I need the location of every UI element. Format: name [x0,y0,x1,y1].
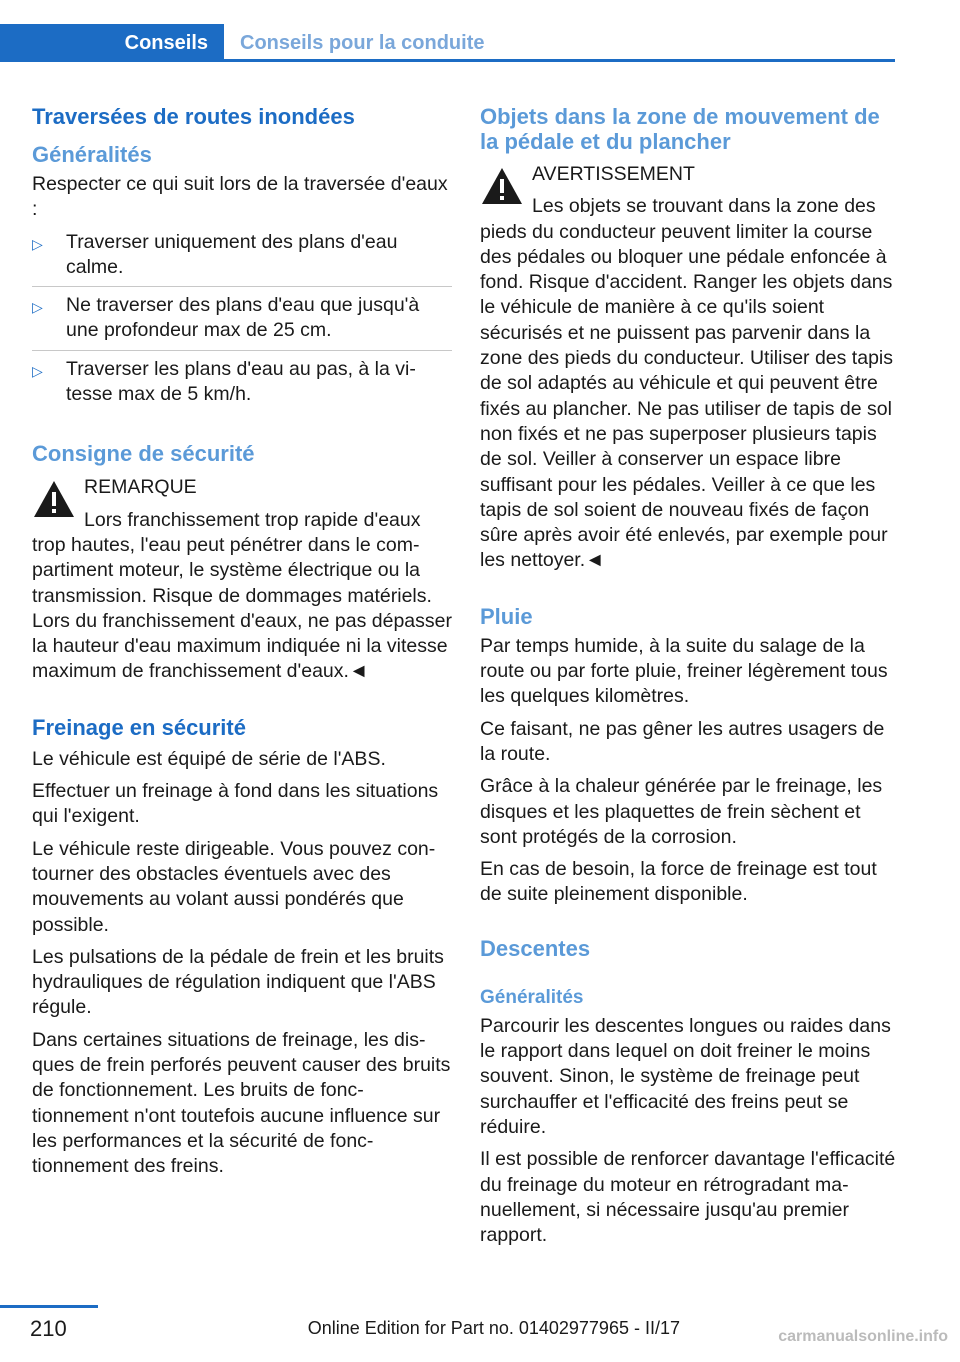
paragraph: Grâce à la chaleur générée par le freinage, les disques et les plaquettes de frein sèchent et sont protégés de la corrosion. [480,775,883,848]
warning-text: Lors franchissement trop rapide d'eaux trop hautes, l'eau peut pénétrer dans le compartiment moteur, le système électrique ou la transmission. Risque de dommages matériels. Lors du franchissement d'eaux, ne pas dépasser la hauteur d'eau maximum indiquée ni la vitesse maximum de franchissement d'eaux.◄ [32,508,452,683]
paragraph: En cas de besoin, la force de freinage est tout de suite pleinement disponible. [480,858,877,906]
bullet-list [32,230,452,414]
paragraph: Ce faisant, ne pas gêner les autres usagers de la route. [480,717,885,765]
triangle-right-icon: ▷ [32,299,43,316]
watermark: carmanualsonline.info [778,1328,948,1345]
header-tabs [0,24,895,62]
section-title-traversees: Traversées de routes inondées [32,104,355,129]
heading-pluie: Pluie [480,603,533,629]
warning-triangle-icon [32,479,76,519]
warning-remarque [32,475,452,684]
paragraph: Il est possible de renforcer davantage l'efficacité du freinage du moteur en rétrogradant manuellement, si nécessaire jusqu'au premier rapport. [480,1148,896,1247]
warning-triangle-icon [480,166,524,206]
paragraph: Les pulsations de la pédale de frein et les bruits hydrauliques de régulation indiquent que l'ABS régule. [32,945,444,1019]
list-item: ▷ Traverser les plans d'eau au pas, à la vitesse max de 5 km/h. [32,357,416,406]
heading-consigne-securite: Consigne de sécurité [32,441,255,467]
warning-avertissement [480,162,898,574]
warning-title: REMARQUE [84,476,197,499]
list-item: ▷ Traverser uniquement des plans d'eau calme. [32,230,452,288]
left-column [32,96,452,1187]
paragraph: Le véhicule est équipé de série de l'ABS. [32,747,386,770]
warning-text: Les objets se trouvant dans la zone des pieds du conducteur peuvent limiter la course des pédales ou bloquer une pédale enfoncée à fond. Risque d'accident. Ranger les objets dans le véhicule de manière à ce qu'ils soient sécurisés et ne puissent pas parvenir dans la zone des pieds du conducteur. Utiliser des tapis de sol adaptés au véhicule et qui peuvent être fixés au plancher. Ne pas utiliser de tapis de sol non fixés et ne pas superposer plusieurs tapis de sol. Veiller à conserver un espace libre suffisant pour les pédales. Veiller à ce que les tapis de sol soient de nouveau fixés de façon sûre après avoir été enlevés, par exemple pour les nettoyer.◄ [480,195,893,572]
paragraph: Le véhicule reste dirigeable. Vous pouvez contourner des obstacles éventuels avec des mouvements au volant aussi pondérés que possible. [32,837,436,936]
right-column [480,96,898,1255]
paragraph: Effectuer un freinage à fond dans les situations qui l'exigent. [32,780,439,828]
section-title-freinage: Freinage en sécurité [32,714,246,740]
heading-descentes: Descentes [480,935,591,961]
edition-text: Online Edition for Part no. 01402977965 - II/17 [307,1318,680,1338]
list-item: ▷ Ne traverser des plans d'eau que jusqu'à une profondeur max de 25 cm. [32,293,452,351]
subheading-generalites: Généralités [480,986,584,1008]
warning-title: AVERTISSEMENT [532,163,695,185]
heading-generalites: Généralités [32,142,152,167]
intro-text: Respecter ce qui suit lors de la traversée d'eaux : [32,173,448,221]
triangle-right-icon: ▷ [32,235,43,252]
page-number: 210 [30,1316,67,1341]
paragraph: Par temps humide, à la suite du salage de la route ou par forte pluie, freiner légèrement tous les quelques kilomètres. [480,634,888,708]
paragraph: Dans certaines situations de freinage, les disques de frein perforés peuvent causer des bruits de fonctionnement. Les bruits de fonctionnement n'ont toutefois aucune influence sur les performances et la sécurité de fonctionnement des freins. [32,1028,451,1178]
paragraph: Parcourir les descentes longues ou raides dans le rapport dans lequel on doit freiner le moins souvent. Sinon, le système de freinage peut surchauffer et l'efficacité des freins peut se réduire. [480,1014,891,1138]
tab-conseils-conduite[interactable]: Conseils pour la conduite [240,32,485,54]
footer-rule [0,1305,98,1308]
tab-conseils[interactable]: Conseils [0,24,224,62]
triangle-right-icon: ▷ [32,362,43,379]
section-title-objets: Objets dans la zone de mouvement de la pédale et du plancher [480,104,880,154]
